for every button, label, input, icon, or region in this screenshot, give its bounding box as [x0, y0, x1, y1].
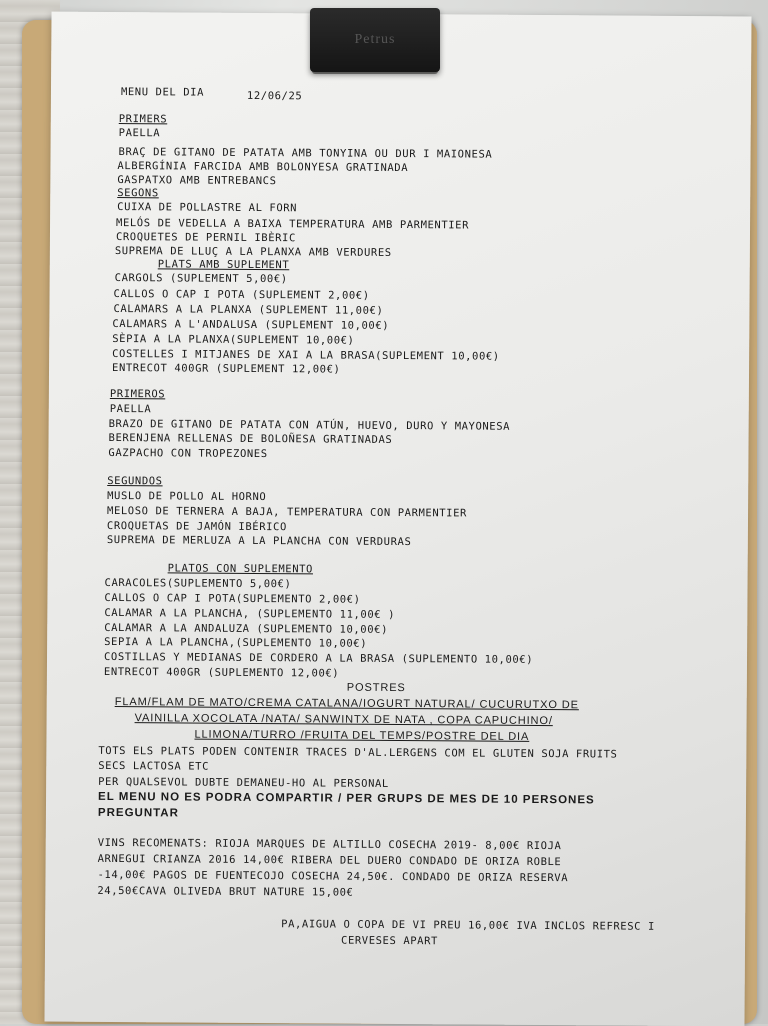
list-item: CROQUETES DE PERNIL IBÈRIC: [115, 231, 296, 245]
allergen-note: TOTS ELS PLATS PODEN CONTENIR TRACES D'AL.LERGENS COM EL GLUTEN SOJA FRUITS: [98, 744, 618, 761]
menu-paper: [44, 12, 751, 1026]
primers-header: PRIMERS: [118, 113, 168, 126]
postres-line: LLIMONA/TURRO /FRUITA DEL TEMPS/POSTRE DEL DIA: [194, 728, 530, 743]
list-item: BRAZO DE GITANO DE PATATA CON ATÚN, HUEVO, DURO Y MAYONESA: [108, 417, 511, 433]
segundos-header: SEGUNDOS: [107, 474, 163, 488]
list-item: COSTELLES I MITJANES DE XAI A LA BRASA(SUPLEMENT 10,00€): [112, 348, 500, 363]
list-item: SEPIA A LA PLANCHA,(SUPLEMENTO 10,00€): [104, 635, 368, 650]
list-item: CROQUETAS DE JAMÓN IBÉRICO: [106, 519, 287, 534]
wine-line: VINS RECOMENATS: RIOJA MARQUES DE ALTILLO COSECHA 2019- 8,00€ RIOJA: [97, 836, 562, 853]
list-item: CALAMARS A LA PLANXA (SUPLEMENT 11,00€): [113, 303, 384, 317]
allergen-note: SECS LACTOSA ETC: [98, 759, 210, 773]
postres-line: FLAM/FLAM DE MATO/CREMA CATALANA/IOGURT NATURAL/ CUCURUTXO DE: [114, 696, 579, 712]
list-item: MELÓS DE VEDELLA A BAIXA TEMPERATURA AMB PARMENTIER: [116, 217, 470, 232]
list-item: ENTRECOT 400GR (SUPLEMENTO 12,00€): [103, 665, 340, 680]
list-item: SÈPIA A LA PLANXA(SUPLEMENT 10,00€): [112, 333, 355, 347]
wine-line: -14,00€ PAGOS DE FUENTECOJO COSECHA 24,50€. CONDADO DE ORIZA RESERVA: [97, 868, 569, 885]
staff-note: PER QUALSEVOL DUBTE DEMANEU-HO AL PERSONAL: [98, 775, 389, 790]
list-item: PAELLA: [118, 127, 161, 140]
suplement-header: PLATS AMB SUPLEMENT: [157, 258, 290, 272]
share-note: PREGUNTAR: [97, 806, 179, 820]
list-item: CARGOLS (SUPLEMENT 5,00€): [114, 272, 288, 286]
list-item: GAZPACHO CON TROPEZONES: [108, 446, 268, 461]
list-item: CARACOLES(SUPLEMENTO 5,00€): [104, 576, 292, 591]
suplemento-header: PLATOS CON SUPLEMENTO: [167, 562, 314, 576]
list-item: PAELLA: [109, 402, 152, 416]
board-clip: [310, 8, 440, 72]
share-note: EL MENU NO ES PODRA COMPARTIR / PER GRUPS DE MES DE 10 PERSONES: [98, 790, 595, 807]
list-item: CALAMARS A L'ANDALUSA (SUPLEMENT 10,00€): [112, 318, 390, 332]
list-item: MELOSO DE TERNERA A BAJA, TEMPERATURA CON PARMENTIER: [107, 504, 468, 520]
list-item: SUPREMA DE MERLUZA A LA PLANCHA CON VERDURAS: [106, 533, 412, 549]
list-item: CALAMAR A LA PLANCHA, (SUPLEMENTO 11,00€ ): [104, 606, 396, 621]
wine-line: ARNEGUI CRIANZA 2016 14,00€ RIBERA DEL DUERO CONDADO DE ORIZA ROBLE: [97, 852, 562, 869]
wine-line: 24,50€CAVA OLIVEDA BRUT NATURE 15,00€: [97, 884, 354, 899]
list-item: COSTILLAS Y MEDIANAS DE CORDERO A LA BRASA (SUPLEMENTO 10,00€): [103, 650, 534, 666]
list-item: CUIXA DE POLLASTRE AL FORN: [117, 201, 298, 215]
list-item: CALAMAR A LA ANDALUZA (SUPLEMENTO 10,00€): [104, 621, 389, 636]
list-item: SUPREMA DE LLUÇ A LA PLANXA AMB VERDURES: [114, 245, 392, 259]
list-item: BRAÇ DE GITANO DE PATATA AMB TONYINA OU DUR I MAIONESA: [118, 146, 493, 161]
postres-header: POSTRES: [346, 681, 406, 695]
postres-line: VAINILLA XOCOLATA /NATA/ SANWINTX DE NATA , COPA CAPUCHINO/: [134, 712, 553, 728]
list-item: ENTRECOT 400GR (SUPLEMENT 12,00€): [112, 362, 341, 376]
menu-title: MENU DEL DIA: [120, 86, 205, 99]
list-item: CALLOS O CAP I POTA (SUPLEMENT 2,00€): [113, 288, 370, 302]
list-item: CALLOS O CAP I POTA(SUPLEMENTO 2,00€): [104, 591, 361, 606]
list-item: BERENJENA RELLENAS DE BOLOÑESA GRATINADAS: [108, 431, 393, 446]
segons-header: SEGONS: [117, 187, 159, 200]
list-item: ALBERGÍNIA FARCIDA AMB BOLONYESA GRATINADA: [117, 160, 409, 175]
list-item: GASPATXO AMB ENTREBANCS: [117, 174, 277, 188]
primeros-header: PRIMEROS: [109, 387, 166, 401]
list-item: MUSLO DE POLLO AL HORNO: [107, 489, 267, 504]
price-line: PA,AIGUA O COPA DE VI PREU 16,00€ IVA INCLOS REFRESC I: [281, 918, 655, 933]
price-line: CERVESES APART: [341, 934, 439, 948]
menu-date: 12/06/25: [246, 89, 303, 103]
clip-label: Petrus: [354, 32, 396, 47]
